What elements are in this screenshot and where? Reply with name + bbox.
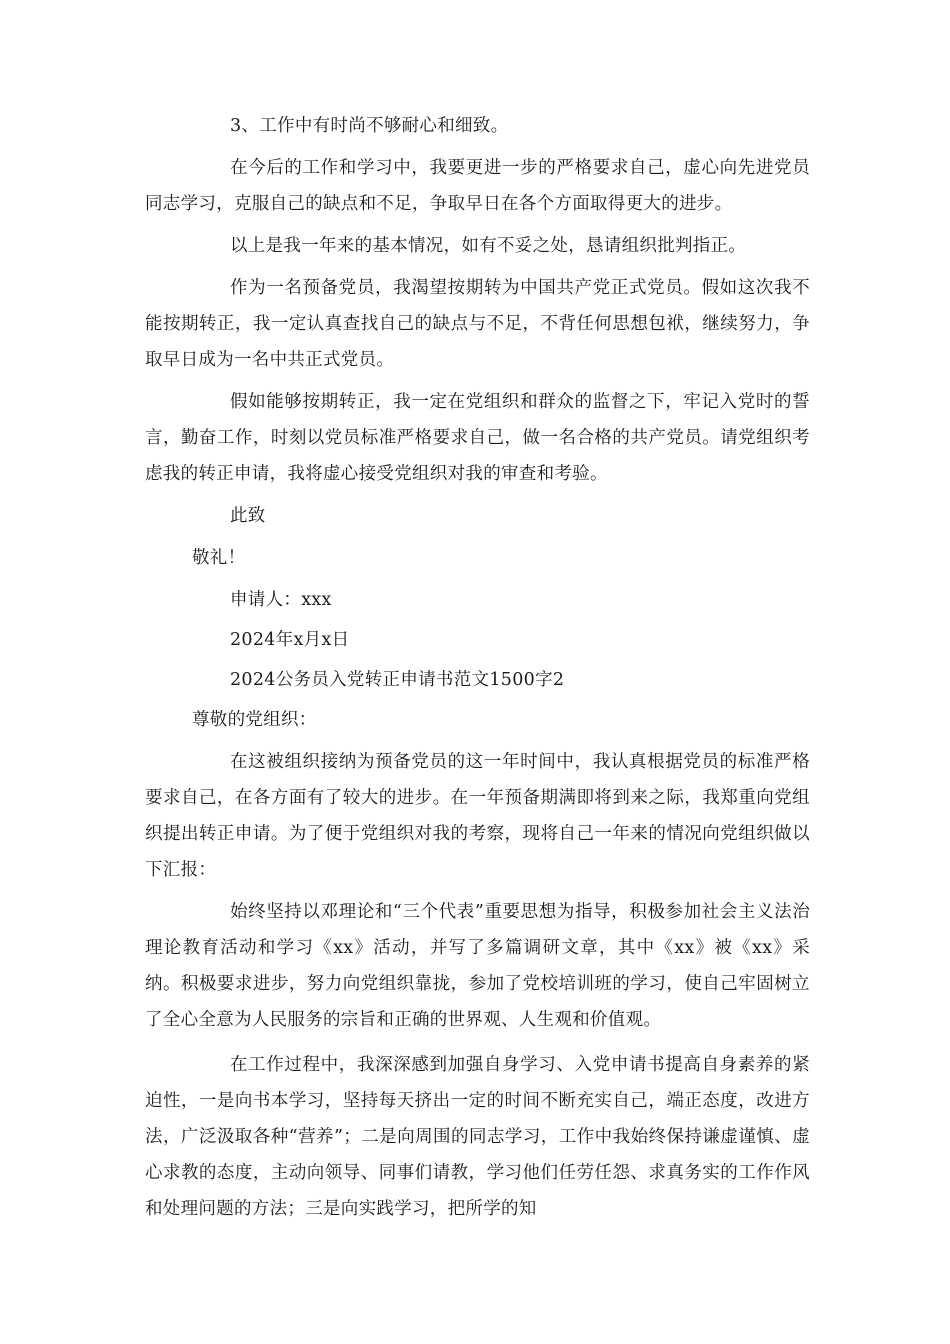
paragraph-ideology: 始终坚持以邓理论和“三个代表”重要思想为指导，积极参加社会主义法治理论教育活动和学习《xx》活动，并写了多篇调研文章，其中《xx》被《xx》采纳。积极要求进步，努力向党组织靠拢，参加了党校培训班的学习，使自己牢固树立了全心全意为人民服务的宗旨和正确的世界观、人生观和价值观。 [145, 902, 810, 1030]
document-page [145, 108, 810, 1227]
closing-salutation: 此致 [230, 506, 266, 526]
paragraph-commitment: 假如能够按期转正，我一定在党组织和群众的监督之下，牢记入党时的誓言，勤奋工作，时刻以党员标准严格要求自己，做一名合格的共产党员。请党组织考虑我的转正申请，我将虚心接受党组织对我的审查和考验。 [145, 392, 810, 484]
paragraph-summary: 以上是我一年来的基本情况，如有不妥之处，恳请组织批判指正。 [230, 236, 747, 256]
applicant-signature: 申请人：xxx [230, 590, 332, 610]
paragraph-future-plan: 在今后的工作和学习中，我要更进一步的严格要求自己，虚心向先进党员同志学习，克服自己的缺点和不足，争取早日在各个方面取得更大的进步。 [145, 158, 810, 214]
section-title: 2024公务员入党转正申请书范文1500字2 [230, 670, 565, 690]
paragraph-work-study: 在工作过程中，我深深感到加强自身学习、入党申请书提高自身素养的紧迫性，一是向书本学习，坚持每天挤出一定的时间不断充实自己，端正态度，改进方法，广泛汲取各种“营养”；二是向周围的同志学习，工作中我始终保持谦虚谨慎、虚心求教的态度，主动向领导、同事们请教，学习他们任劳任怨、求真务实的工作作风和处理问题的方法；三是向实践学习，把所学的知 [145, 1055, 810, 1219]
paragraph-introduction: 在这被组织接纳为预备党员的这一年时间中，我认真根据党员的标准严格要求自己，在各方面有了较大的进步。在一年预备期满即将到来之际，我郑重向党组织提出转正申请。为了便于党组织对我的考察，现将自己一年来的情况向党组织做以下汇报： [145, 752, 810, 880]
signature-date: 2024年x月x日 [230, 630, 350, 650]
greeting: 尊敬的党组织： [192, 710, 317, 730]
paragraph-shortcoming-3: 3、工作中有时尚不够耐心和细致。 [230, 116, 509, 136]
closing-respect: 敬礼！ [192, 548, 246, 568]
paragraph-hope: 作为一名预备党员，我渴望按期转为中国共产党正式党员。假如这次我不能按期转正，我一定认真查找自己的缺点与不足，不背任何思想包袱，继续努力，争取早日成为一名中共正式党员。 [145, 278, 810, 370]
